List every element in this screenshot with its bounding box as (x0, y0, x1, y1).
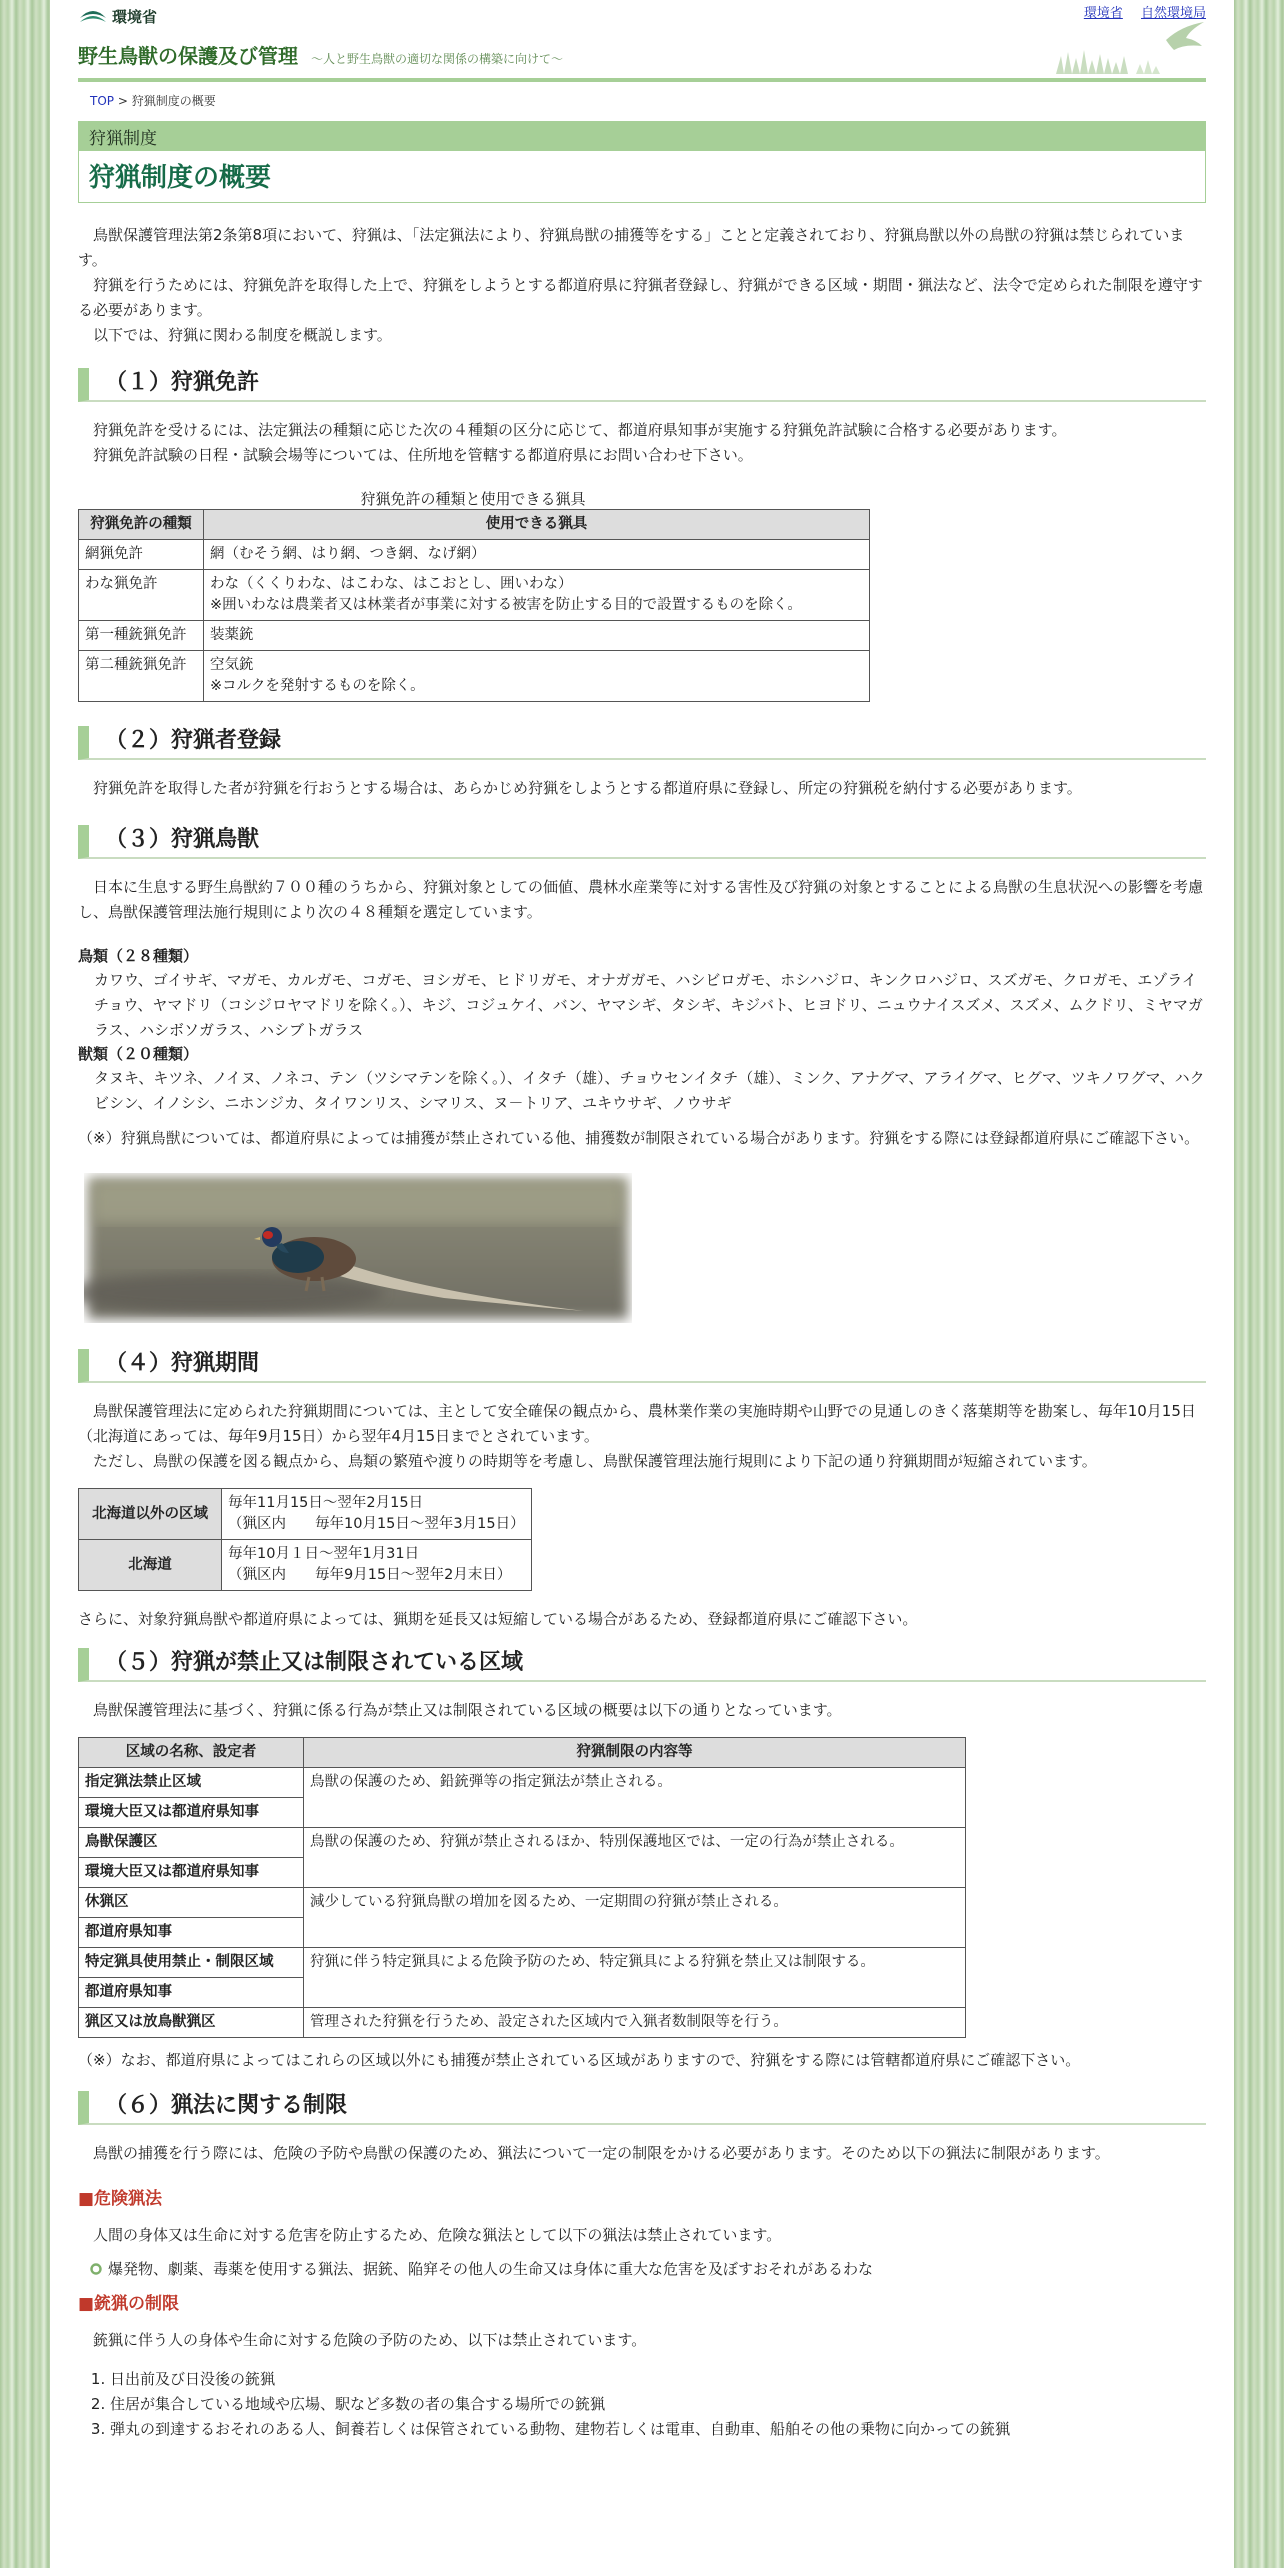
table-row (79, 1489, 532, 1540)
breadcrumb-separator: > (114, 94, 132, 108)
table-row (79, 1948, 966, 1978)
license-table (78, 509, 870, 702)
license-gear-note: ※コルクを発射するものを除く。 (210, 678, 425, 694)
area-setter: 環境大臣又は都道府県知事 (79, 1798, 304, 1828)
region-name: 北海道以外の区域 (79, 1489, 222, 1540)
area-name: 指定猟法禁止区域 (79, 1768, 304, 1798)
intro (78, 223, 1206, 348)
table-row (79, 1828, 966, 1858)
page (78, 0, 1206, 2442)
site-title-text: 野生鳥獣の保護及び管理 (78, 44, 298, 68)
license-gear (204, 621, 870, 651)
area-name: 休猟区 (79, 1888, 304, 1918)
left-border-decoration (0, 0, 50, 2568)
species-note: （※）狩猟鳥獣については、都道府県によっては捕獲が禁止されている他、捕獲数が制限されている場合があります。狩猟をする際には登録都道府県にご確認下さい。 (78, 1129, 1200, 1147)
license-gear-line: 網（むそう網、はり網、つき網、なげ網） (210, 546, 486, 562)
table-row (79, 570, 870, 621)
table-row (79, 1768, 966, 1798)
bullet-item (90, 2258, 1206, 2279)
ministry-logo[interactable] (78, 4, 157, 28)
license-gear (204, 570, 870, 621)
gun-restrictions-list (78, 2367, 1206, 2442)
section-game-species (78, 875, 1206, 1327)
section-heading-restricted-areas: （５）狩猟が禁止又は制限されている区域 (78, 1648, 1206, 1682)
section-license (78, 418, 1206, 702)
table-header: 狩猟制限の内容等 (304, 1738, 966, 1768)
area-name: 特定猟具使用禁止・制限区域 (79, 1948, 304, 1978)
table-row (79, 621, 870, 651)
section-methods (78, 2141, 1206, 2442)
beasts-heading: 獣類（２０種類） (78, 1045, 199, 1063)
paragraph: 鳥獣の捕獲を行う際には、危険の予防や鳥獣の保護のため、猟法について一定の制限をかける必要があります。そのため以下の猟法に制限があります。 (93, 2144, 1110, 2162)
area-setter: 都道府県知事 (79, 1978, 304, 2008)
birds-list: カワウ、ゴイサギ、マガモ、カルガモ、コガモ、ヨシガモ、ヒドリガモ、オナガガモ、ハシビロガモ、ホシハジロ、キンクロハジロ、スズガモ、クロガモ、エゾライチョウ、ヤマドリ（コシジロヤマドリを除く。）、キジ、コジュケイ、バン、ヤマシギ、タシギ、キジバト、ヒヨドリ、ニュウナイスズメ、スズメ、ムクドリ、ミヤマガラス、ハシボソガラス、ハシブトガラス (94, 971, 1203, 1039)
table-row (79, 651, 870, 702)
area-setter: 環境大臣又は都道府県知事 (79, 1858, 304, 1888)
table-header-row (79, 510, 870, 540)
list-item: 2. 住居が集合している地域や広場、駅など多数の者の集合する場所での銃猟 (110, 2392, 1206, 2417)
period-table (78, 1488, 532, 1591)
paragraph: 鳥獣保護管理法に定められた狩猟期間については、主として安全確保の観点から、農林業作業の実施時期や山野での見通しのきく落葉期等を勘案し、毎年10月15日（北海道にあっては、毎年9月15日）から翌年4月15日までとされています。 (78, 1402, 1196, 1445)
period-note: さらに、対象狩猟鳥獣や都道府県によっては、猟期を延長又は短縮している場合があるため、登録都道府県にご確認下さい。 (78, 1610, 918, 1628)
section-registration (78, 776, 1206, 801)
breadcrumb-current: 狩猟制度の概要 (131, 94, 216, 108)
section-period (78, 1399, 1206, 1632)
section-heading-registration: （２）狩猟者登録 (78, 726, 1206, 760)
area-note: （※）なお、都道府県によってはこれらの区域以外にも捕獲が禁止されている区域がありますので、狩猟をする際には管轄都道府県にご確認下さい。 (78, 2051, 1081, 2069)
license-type: 第二種銃猟免許 (79, 651, 204, 702)
right-border-decoration (1234, 0, 1284, 2568)
table-caption: 狩猟免許の種類と使用できる猟具 (360, 490, 586, 508)
subheading-gun-restrictions: ■銃猟の制限 (78, 2294, 180, 2314)
area-description: 鳥獣の保護のため、狩猟が禁止されるほか、特別保護地区では、一定の行為が禁止される。 (304, 1828, 966, 1888)
license-gear (204, 540, 870, 570)
breadcrumb-top-link[interactable]: TOP (90, 94, 115, 108)
period-line: （猟区内 毎年9月15日～翌年2月末日） (228, 1567, 512, 1583)
ministry-name: 環境省 (112, 7, 158, 26)
license-gear-line: わな（くくりわな、はこわな、はこおとし、囲いわな） (210, 576, 573, 592)
paragraph: 日本に生息する野生鳥獣約７００種のうちから、狩猟対象としての価値、農林水産業等に対する害性及び狩猟の対象とすることによる鳥獣の生息状況への影響を考慮し、鳥獣保護管理法施行規則により次の４８種類を選定しています。 (78, 878, 1204, 921)
area-name: 鳥獣保護区 (79, 1828, 304, 1858)
area-name: 猟区又は放鳥獣猟区 (79, 2008, 304, 2038)
paragraph: ただし、鳥獣の保護を図る観点から、鳥類の繁殖や渡りの時期等を考慮し、鳥獣保護管理法施行規則により下記の通り狩猟期間が短縮されています。 (93, 1452, 1097, 1470)
period-line: 毎年10月１日～翌年1月31日 (228, 1546, 420, 1562)
area-description: 管理された狩猟を行うため、設定された区域内で入猟者数制限等を行う。 (304, 2008, 966, 2038)
license-gear-note: ※囲いわなは農業者又は林業者が事業に対する被害を防止する目的で設置するものを除く。 (210, 597, 802, 613)
region-name: 北海道 (79, 1540, 222, 1591)
period-line: （猟区内 毎年10月15日～翌年3月15日） (228, 1516, 525, 1532)
list-item: 1. 日出前及び日没後の銃猟 (110, 2367, 1206, 2392)
pheasant-photo (84, 1173, 632, 1323)
table-header: 使用できる猟具 (204, 510, 870, 540)
area-description: 減少している狩猟鳥獣の増加を図るため、一定期間の狩猟が禁止される。 (304, 1888, 966, 1948)
period-line: 毎年11月15日～翌年2月15日 (228, 1495, 424, 1511)
intro-paragraph: 以下では、狩猟に関わる制度を概説します。 (93, 326, 392, 344)
bullet-text: 爆発物、劇薬、毒薬を使用する猟法、据銃、陥穽その他人の生命又は身体に重大な危害を及ぼすおそれがあるわな (108, 2260, 874, 2278)
intro-paragraph: 狩猟を行うためには、狩猟免許を取得した上で、狩猟をしようとする都道府県に狩猟者登録し、狩猟ができる区域・期間・猟法など、法令で定められた制限を遵守する必要があります。 (78, 276, 1203, 319)
ministry-logo-icon (78, 4, 108, 28)
table-row (79, 2008, 966, 2038)
link-nature-bureau[interactable]: 自然環境局 (1140, 6, 1206, 21)
paragraph: 狩猟免許試験の日程・試験会場等については、住所地を管轄する都道府県にお問い合わせ下さい。 (93, 446, 753, 464)
page-title: 狩猟制度の概要 (89, 163, 272, 193)
birds-heading: 鳥類（２８種類） (78, 947, 199, 965)
site-header (78, 0, 1206, 82)
area-description: 鳥獣の保護のため、鉛銃弾等の指定猟法が禁止される。 (304, 1768, 966, 1828)
restricted-area-table (78, 1737, 966, 2038)
intro-paragraph: 鳥獣保護管理法第2条第8項において、狩猟は、「法定猟法により、狩猟鳥獣の捕獲等をする」ことと定義されており、狩猟鳥獣以外の鳥獣の狩猟は禁じられています。 (78, 226, 1185, 269)
license-gear-line: 装薬銃 (210, 627, 254, 643)
breadcrumb (90, 92, 1206, 109)
table-row (79, 1540, 532, 1591)
site-subtitle: ～人と野生鳥獣の適切な関係の構築に向けて～ (310, 52, 563, 66)
table-row (79, 540, 870, 570)
paragraph: 鳥獣保護管理法に基づく、狩猟に係る行為が禁止又は制限されている区域の概要は以下の通りとなっています。 (93, 1701, 842, 1719)
period-value (222, 1489, 532, 1540)
subheading-dangerous-methods: ■危険猟法 (78, 2189, 163, 2209)
table-row (79, 1888, 966, 1918)
period-value (222, 1540, 532, 1591)
section-heading-period: （４）狩猟期間 (78, 1349, 1206, 1383)
area-setter: 都道府県知事 (79, 1918, 304, 1948)
paragraph: 狩猟免許を受けるには、法定猟法の種類に応じた次の４種類の区分に応じて、都道府県知事が実施する狩猟免許試験に合格する必要があります。 (93, 421, 1067, 439)
section-heading-game-species: （３）狩猟鳥獣 (78, 825, 1206, 859)
license-gear-line: 空気銃 (210, 657, 254, 673)
page-title-box (78, 121, 1206, 203)
paragraph: 狩猟免許を取得した者が狩猟を行おうとする場合は、あらかじめ狩猟をしようとする都道府県に登録し、所定の狩猟税を納付する必要があります。 (93, 779, 1082, 797)
grass-bird-decoration-icon (1056, 20, 1206, 74)
license-type: わな猟免許 (79, 570, 204, 621)
license-type: 網猟免許 (79, 540, 204, 570)
circle-bullet-icon (90, 2263, 102, 2275)
section-heading-license: （１）狩猟免許 (78, 368, 1206, 402)
table-header-row (79, 1738, 966, 1768)
paragraph: 人間の身体又は生命に対する危害を防止するため、危険な猟法として以下の猟法は禁止されています。 (93, 2226, 782, 2244)
paragraph: 銃猟に伴う人の身体や生命に対する危険の予防のため、以下は禁止されています。 (93, 2331, 647, 2349)
license-type: 第一種銃猟免許 (79, 621, 204, 651)
area-description: 狩猟に伴う特定猟具による危険予防のため、特定猟具による狩猟を禁止又は制限する。 (304, 1948, 966, 2008)
table-header: 狩猟免許の種類 (79, 510, 204, 540)
table-header: 区域の名称、設定者 (79, 1738, 304, 1768)
top-links (1070, 2, 1206, 21)
link-moe[interactable]: 環境省 (1083, 6, 1123, 21)
section-heading-methods: （６）猟法に関する制限 (78, 2091, 1206, 2125)
page-category: 狩猟制度 (79, 122, 1205, 151)
list-item: 3. 弾丸の到達するおそれのある人、飼養若しくは保管されている動物、建物若しくは電車、自動車、船舶その他の乗物に向かっての銃猟 (110, 2417, 1206, 2442)
site-title[interactable] (78, 40, 563, 69)
license-gear (204, 651, 870, 702)
beasts-list: タヌキ、キツネ、ノイヌ、ノネコ、テン（ツシマテンを除く。）、イタチ（雄）、チョウセンイタチ（雄）、ミンク、アナグマ、アライグマ、ヒグマ、ツキノワグマ、ハクビシン、イノシシ、ニホンジカ、タイワンリス、シマリス、ヌ－トリア、ユキウサギ、ノウサギ (94, 1069, 1205, 1112)
section-restricted-areas (78, 1698, 1206, 2073)
